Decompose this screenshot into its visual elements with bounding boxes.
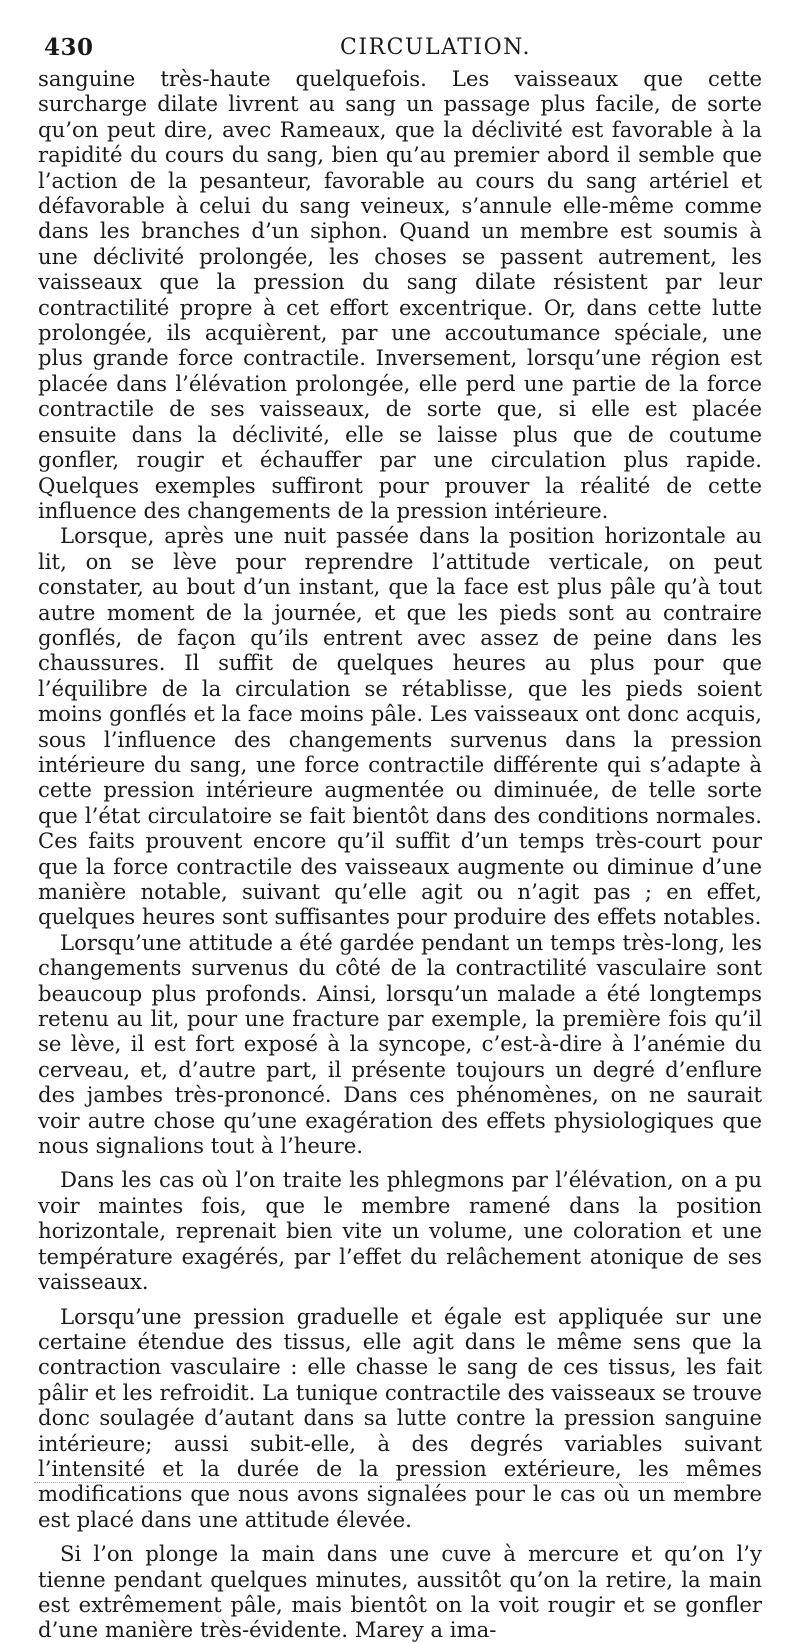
footer-divider — [34, 1482, 684, 1483]
paragraph: Dans les cas où l’on traite les phlegmons par l’élévation, on a pu voir maintes fois, que le membre ramené dans la position horizontale, reprenait bien vite un volume, une coloration et une température exagérés, par l’effet du relâchement atonique de ses vaisseaux. — [38, 1167, 762, 1295]
paragraph: Lorsqu’une attitude a été gardée pendant un temps très-long, les changements survenus du côté de la contractilité vasculaire sont beaucoup plus profonds. Ainsi, lorsqu’un malade a été longtemps retenu au lit, pour une fracture par exemple, la première fois qu’il se lève, il est fort exposé à la syncope, c’est-à-dire à l’anémie du cerveau, et, d’autre part, il présente toujours un degré d’enflure des jambes très-prononcé. Dans ces phénomènes, on ne saurait voir autre chose qu’une exagération des effets physiologiques que nous signalions tout à l’heure. — [38, 929, 762, 1159]
paragraph: Lorsque, après une nuit passée dans la position horizontale au lit, on se lève pour reprendre l’attitude verticale, on peut constater, au bout d’un instant, que la face est plus pâle qu’à tout autre moment de la journée, et que les pieds sont au contraire gonflés, de façon qu’ils entrent avec assez de peine dans les chaussures. Il suffit de quelques heures au plus pour que l’équilibre de la circulation se rétablisse, que les pieds soient moins gonflés et la face moins pâle. Les vaisseaux ont donc acquis, sous l’influence des changements survenus dans la pression intérieure du sang, une force contractile différente qui s’adapte à cette pression intérieure augmentée ou diminuée, de telle sorte que l’état circulatoire se fait bientôt dans des conditions normales. Ces faits prouvent encore qu’il suffit d’un temps très-court pour que la force contractile des vaisseaux augmente ou diminue d’une manière notable, suivant qu’elle agit ou n’agit pas ; en effet, quelques heures sont suffisantes pour produire des effets notables. — [38, 523, 762, 930]
paragraph: Si l’on plonge la main dans une cuve à mercure et qu’on l’y tienne pendant quelques minutes, aussitôt qu’on la retire, la main est extrêmement pâle, mais bientôt on la voit rougir et se gonfler d’une manière très-évidente. Marey a ima- — [38, 1541, 762, 1643]
page-number: 430 — [44, 34, 94, 61]
page-header — [44, 30, 740, 64]
body-text — [38, 66, 762, 1643]
paragraph-continuation: sanguine très-haute quelquefois. Les vaisseaux que cette surcharge dilate livrent au sang un passage plus facile, de sorte qu’on peut dire, avec Rameaux, que la déclivité est favorable à la rapidité du cours du sang, bien qu’au premier abord il semble que l’action de la pesanteur, favorable au cours du sang artériel et défavorable à celui du sang veineux, s’annule elle-même comme dans les branches d’un siphon. Quand un membre est soumis à une déclivité prolongée, les choses se passent autrement, les vaisseaux que la pression du sang dilate résistent par leur contractilité propre à cet effort excentrique. Or, dans cette lutte prolongée, ils acquièrent, par une accoutumance spéciale, une plus grande force contractile. Inversement, lorsqu’une région est placée dans l’élévation prolongée, elle perd une partie de la force contractile de ses vaisseaux, de sorte que, si elle est placée ensuite dans la déclivité, elle se laisse plus que de coutume gonfler, rougir et échauffer par une circulation plus rapide. Quelques exemples suffiront pour prouver la réalité de cette influence des changements de la pression intérieure. — [38, 66, 762, 523]
paragraph: Lorsqu’une pression graduelle et égale est appliquée sur une certaine étendue des tissus, elle agit dans le même sens que la contraction vasculaire : elle chasse le sang de ces tissus, les fait pâlir et les refroidit. La tunique contractile des vaisseaux se trouve donc soulagée d’autant dans sa lutte contre la pression sanguine intérieure; aussi subit-elle, à des degrés variables suivant l’intensité et la durée de la pression extérieure, les mêmes modifications que nous avons signalées pour le cas où un membre est placé dans une attitude élevée. — [38, 1303, 762, 1532]
running-head: CIRCULATION. — [340, 35, 531, 60]
